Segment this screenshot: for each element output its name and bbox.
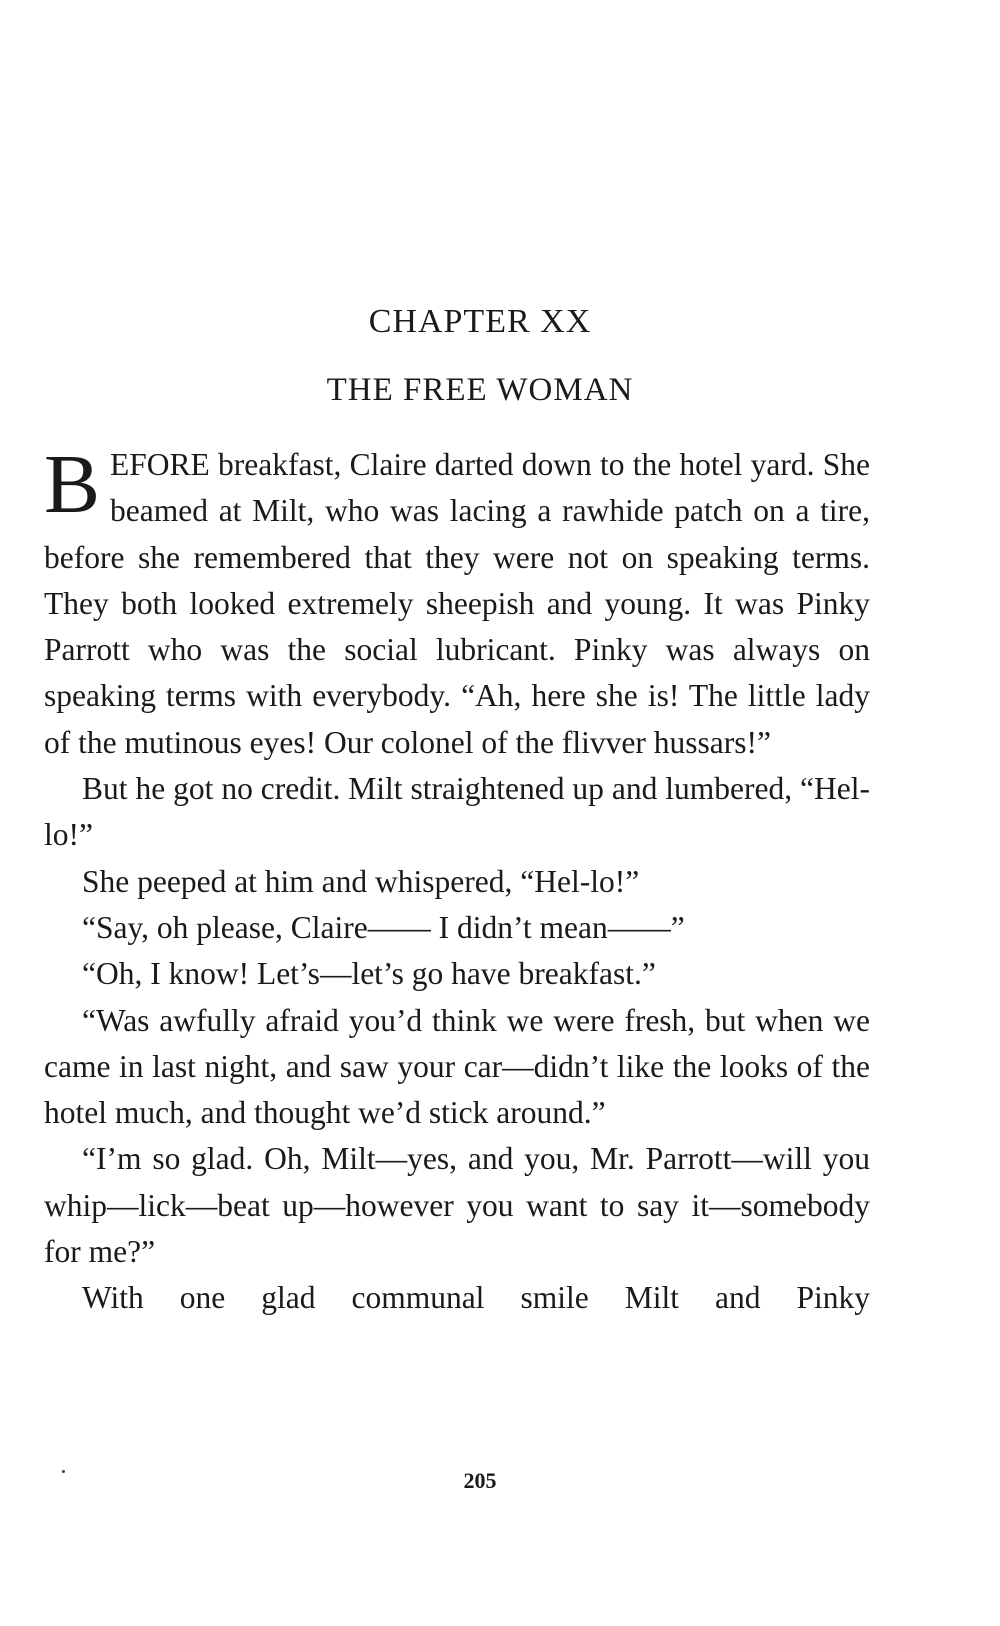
paragraph-8: With one glad communal smile Milt and Pinky (82, 1280, 870, 1316)
drop-cap: B (44, 438, 101, 531)
paragraph-3: She peeped at him and whispered, “Hel-lo!” (82, 863, 640, 899)
paragraph-2: But he got no credit. Milt straightened up and lumbered, “Hel-lo!” (44, 771, 870, 853)
paragraph-1 (44, 438, 870, 766)
chapter-number: CHAPTER XX (368, 303, 592, 340)
paragraph-6: “Was awfully afraid you’d think we were fresh, but when we came in last night, and saw your car—didn’t like the looks of the hotel much, and thought we’d stick around.” (44, 1002, 870, 1131)
paragraph-1-text: EFORE breakfast, Claire darted down to the hotel yard. She beamed at Milt, who was lacing a rawhide patch on a tire, before she remembered that they were not on speaking terms. They both looked extremely sheepish and young. It was Pinky Parrott who was the social lubricant. Pinky was always on speaking terms with everybody. “Ah, here she is! The little lady of the mutinous eyes! Our colonel of the flivver hussars!” (44, 447, 870, 760)
paragraph-5: “Oh, I know! Let’s—let’s go have breakfast.” (82, 956, 656, 992)
paragraph-4: “Say, oh please, Claire—— I didn’t mean——” (82, 909, 685, 945)
page-number: 205 (463, 1468, 497, 1493)
body-text (44, 438, 870, 1322)
chapter-title: THE FREE WOMAN (326, 372, 634, 408)
paragraph-7: “I’m so glad. Oh, Milt—yes, and you, Mr. Parrott—will you whip—lick—beat up—however you want to say it—somebody for me?” (44, 1141, 870, 1270)
